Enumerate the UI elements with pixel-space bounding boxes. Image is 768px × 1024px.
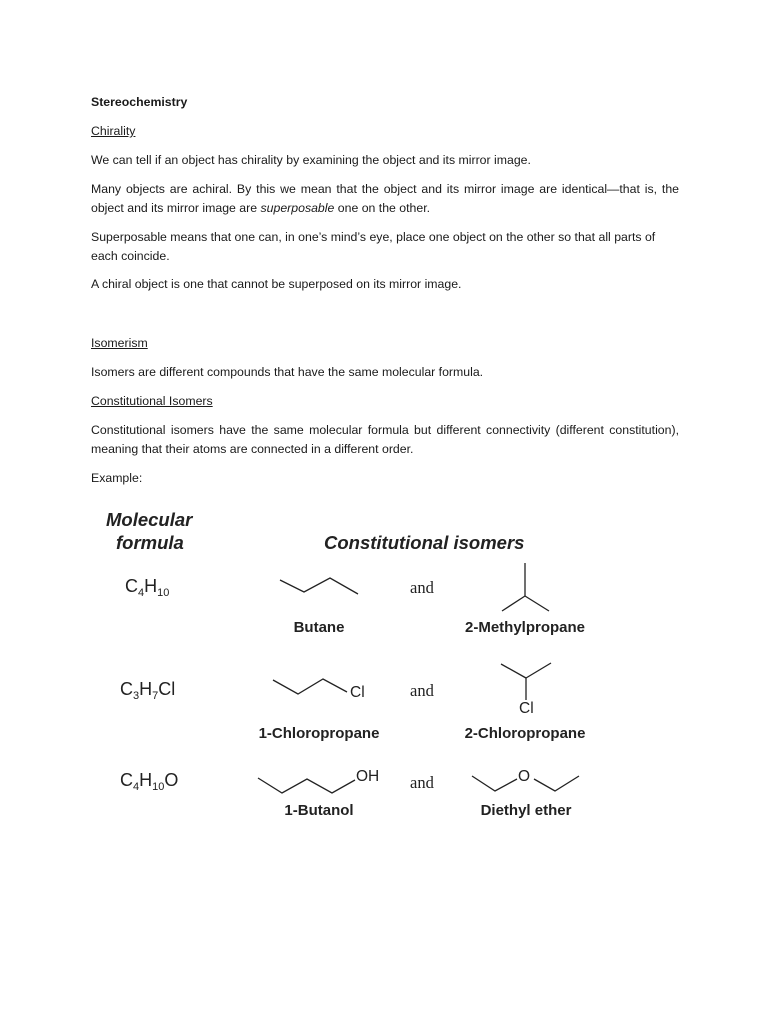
p2-text-start: Many objects are achiral. By this we mean that the object and its mirror image are identical—that is, the object and its mirror image are [91,182,679,215]
and-label-row-3: and [410,773,434,792]
atom-oh-1-butanol: OH [356,768,380,785]
and-label-row-2: and [410,681,434,700]
page-title: Stereochemistry [91,95,188,109]
name-1-butanol: 1-Butanol [284,802,354,819]
diethyl-ether-structure [472,776,579,791]
figure-heading-molecular: Molecular [106,509,193,530]
butane-structure [280,578,358,594]
p2-emphasis: superposable [260,200,335,215]
example-label: Example: [91,471,143,485]
name-1-chloropropane: 1-Chloropropane [258,725,380,742]
name-butane: Butane [293,619,345,636]
section-heading-constitutional-isomers: Constitutional Isomers [91,394,213,408]
chirality-paragraph-4: A chiral object is one that cannot be superposed on its mirror image. [91,277,462,291]
formula-c3h7cl: $C_3H_7Cl$ [120,679,176,702]
atom-o-diethyl-ether: O [518,768,531,785]
name-diethyl-ether: Diethyl ether [480,802,572,819]
and-label-row-1: and [410,578,434,597]
2-chloropropane-structure [501,663,551,700]
figure-heading-constitutional-isomers: Constitutional isomers [324,532,525,553]
name-2-chloropropane: 2-Chloropropane [464,725,586,742]
section-heading-chirality: Chirality [91,124,136,138]
chirality-paragraph-1: We can tell if an object has chirality by examining the object and its mirror image. [91,153,531,167]
formula-c4h10o: $C_4H_{10}O$ [120,770,179,793]
1-chloropropane-structure [273,679,347,694]
chirality-paragraph-3: Superposable means that one can, in one’s mind’s eye, place one object on the other so that all parts of each coincide. [91,230,656,263]
atom-cl-2-chloropropane: Cl [519,700,534,717]
2-methylpropane-structure [502,563,549,611]
atom-cl-1-chloropropane: Cl [350,684,365,701]
section-heading-isomerism: Isomerism [91,336,148,350]
p2-text-end: one on the other. [334,200,431,215]
name-2-methylpropane: 2-Methylpropane [464,619,585,636]
1-butanol-structure [258,778,355,793]
constitutional-paragraph: Constitutional isomers have the same molecular formula but different connectivity (different constitution), meaning that their atoms are connected in a different order. [91,423,679,456]
formula-c4h10: $C_4H_{10}$ [125,576,170,599]
isomerism-paragraph: Isomers are different compounds that have the same molecular formula. [91,365,484,379]
figure-heading-formula: formula [116,532,184,553]
